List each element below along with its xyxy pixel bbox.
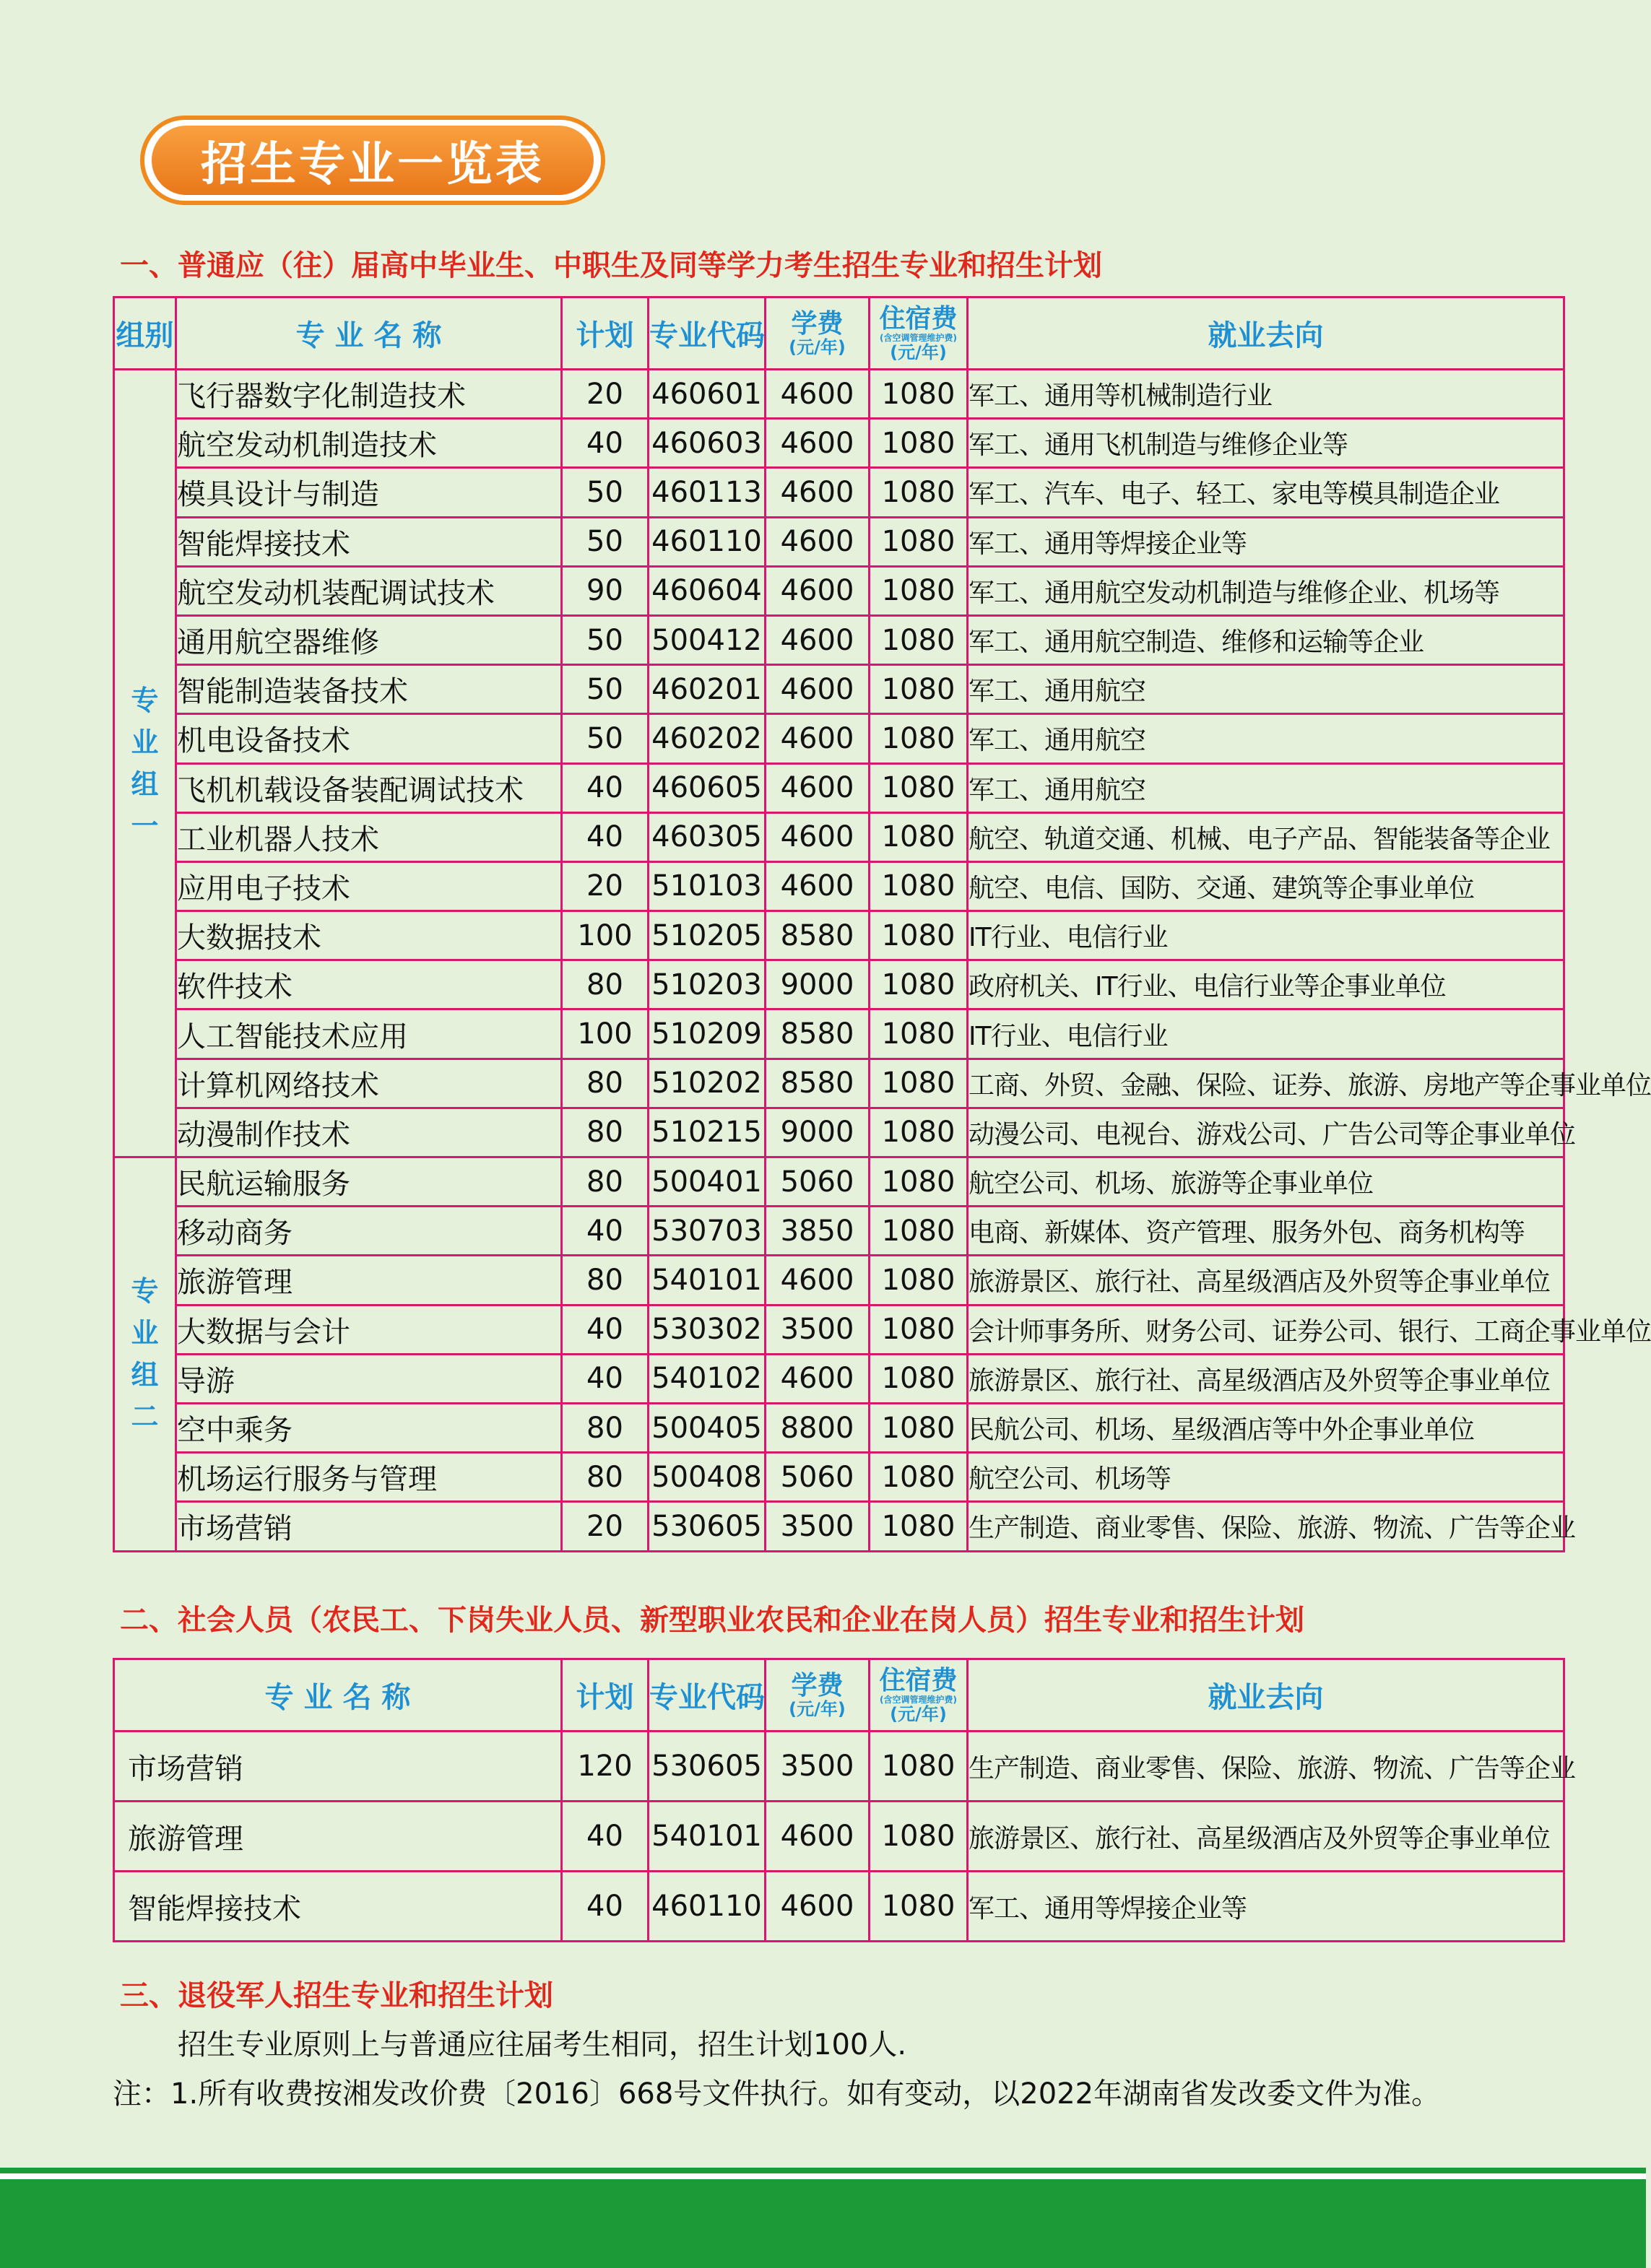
major-name: 应用电子技术 (176, 861, 562, 911)
plan-count: 50 (562, 615, 649, 664)
tuition-fee: 4600 (766, 615, 870, 664)
header-tuition-unit: (元/年) (789, 1698, 846, 1719)
lodging-fee: 1080 (870, 1108, 968, 1157)
table-header-row (114, 297, 1564, 370)
lodging-fee: 1080 (870, 1872, 968, 1942)
tuition-fee: 4600 (766, 566, 870, 615)
header-destination: 就业去向 (968, 1659, 1564, 1732)
tuition-fee: 8580 (766, 1009, 870, 1059)
major-name: 机电设备技术 (176, 714, 562, 763)
major-name: 模具设计与制造 (176, 468, 562, 517)
group-label (114, 1157, 176, 1552)
table-row (114, 714, 1564, 763)
major-name: 空中乘务 (176, 1403, 562, 1452)
employment-destination: 航空、电信、国防、交通、建筑等企事业单位 (968, 861, 1564, 911)
header-lodging-note: (含空调管理维护费) (880, 1694, 957, 1705)
group-label (114, 370, 176, 1157)
plan-count: 80 (562, 1256, 649, 1305)
major-code: 460110 (649, 517, 766, 566)
header-group: 组别 (114, 297, 176, 370)
tuition-fee: 4600 (766, 370, 870, 419)
lodging-fee: 1080 (870, 566, 968, 615)
plan-count: 40 (562, 812, 649, 861)
header-lodging-label: 住宿费 (879, 1665, 958, 1695)
major-code: 540102 (649, 1354, 766, 1403)
plan-count: 100 (562, 1009, 649, 1059)
tuition-fee: 4600 (766, 861, 870, 911)
header-tuition (766, 1659, 870, 1732)
table-row (114, 615, 1564, 664)
lodging-fee: 1080 (870, 419, 968, 468)
tuition-fee: 5060 (766, 1453, 870, 1502)
tuition-fee: 4600 (766, 665, 870, 714)
major-code: 460202 (649, 714, 766, 763)
tuition-fee: 9000 (766, 1108, 870, 1157)
major-code: 460113 (649, 468, 766, 517)
lodging-fee: 1080 (870, 370, 968, 419)
major-code: 540101 (649, 1256, 766, 1305)
employment-destination: 生产制造、商业零售、保险、旅游、物流、广告等企业 (968, 1732, 1564, 1802)
header-name: 专 业 名 称 (114, 1659, 562, 1732)
plan-count: 80 (562, 1403, 649, 1452)
table-row (114, 1453, 1564, 1502)
header-tuition (766, 297, 870, 370)
plan-count: 120 (562, 1732, 649, 1802)
table-header-row (114, 1659, 1564, 1732)
major-code: 460305 (649, 812, 766, 861)
table-row (114, 370, 1564, 419)
table-row (114, 1502, 1564, 1551)
title-banner (140, 116, 605, 205)
plan-count: 20 (562, 861, 649, 911)
lodging-fee: 1080 (870, 714, 968, 763)
major-code: 510203 (649, 960, 766, 1009)
major-code: 460201 (649, 665, 766, 714)
header-tuition-label: 学费 (791, 1670, 844, 1700)
tuition-fee: 5060 (766, 1157, 870, 1207)
major-code: 530605 (649, 1732, 766, 1802)
major-name: 市场营销 (176, 1502, 562, 1551)
tuition-fee: 4600 (766, 1256, 870, 1305)
major-name: 飞行器数字化制造技术 (176, 370, 562, 419)
major-code: 460601 (649, 370, 766, 419)
group-label-text: 专业组一 (131, 685, 159, 842)
tuition-fee: 4600 (766, 1872, 870, 1942)
major-name: 旅游管理 (176, 1256, 562, 1305)
plan-count: 40 (562, 419, 649, 468)
employment-destination: 动漫公司、电视台、游戏公司、广告公司等企事业单位 (968, 1108, 1564, 1157)
header-tuition-label: 学费 (791, 308, 844, 339)
employment-destination: 航空、轨道交通、机械、电子产品、智能装备等企业 (968, 812, 1564, 861)
table-row (114, 419, 1564, 468)
tuition-fee: 3500 (766, 1502, 870, 1551)
lodging-fee: 1080 (870, 1502, 968, 1551)
major-name: 软件技术 (176, 960, 562, 1009)
header-tuition-unit: (元/年) (789, 336, 846, 357)
plan-count: 80 (562, 960, 649, 1009)
employment-destination: 民航公司、机场、星级酒店等中外企事业单位 (968, 1403, 1564, 1452)
plan-count: 20 (562, 1502, 649, 1551)
header-lodging-unit: (元/年) (890, 1703, 947, 1724)
major-code: 510202 (649, 1059, 766, 1108)
table-row (114, 960, 1564, 1009)
major-code: 500412 (649, 615, 766, 664)
lodging-fee: 1080 (870, 1157, 968, 1207)
table-row (114, 1354, 1564, 1403)
plan-count: 80 (562, 1059, 649, 1108)
table-row (114, 1009, 1564, 1059)
major-code: 510215 (649, 1108, 766, 1157)
employment-destination: 会计师事务所、财务公司、证券公司、银行、工商企事业单位 (968, 1305, 1564, 1354)
header-plan: 计划 (562, 1659, 649, 1732)
table-row (114, 468, 1564, 517)
employment-destination: IT行业、电信行业 (968, 1009, 1564, 1059)
section2-table (113, 1658, 1576, 1942)
table-row (114, 1157, 1564, 1207)
header-name: 专 业 名 称 (176, 297, 562, 370)
table-row (114, 517, 1564, 566)
major-code: 460603 (649, 419, 766, 468)
employment-destination: 航空公司、机场等 (968, 1453, 1564, 1502)
lodging-fee: 1080 (870, 1009, 968, 1059)
plan-count: 40 (562, 1354, 649, 1403)
major-code: 500408 (649, 1453, 766, 1502)
employment-destination: 航空公司、机场、旅游等企事业单位 (968, 1157, 1564, 1207)
section1-heading: 一、普通应（往）届高中毕业生、中职生及同等学力考生招生专业和招生计划 (120, 249, 1102, 282)
lodging-fee: 1080 (870, 911, 968, 960)
tuition-fee: 3500 (766, 1732, 870, 1802)
employment-destination: 军工、通用航空制造、维修和运输等企业 (968, 615, 1564, 664)
header-code: 专业代码 (649, 297, 766, 370)
table-row (114, 763, 1564, 812)
employment-destination: 军工、通用航空 (968, 763, 1564, 812)
major-code: 460604 (649, 566, 766, 615)
tuition-fee: 4600 (766, 714, 870, 763)
footer-stripe (0, 2168, 1646, 2173)
fee-note: 注：1.所有收费按湘发改价费〔2016〕668号文件执行。如有变动，以2022年湖南省发改委文件为准。 (113, 2077, 1441, 2111)
major-code: 530703 (649, 1207, 766, 1256)
table-row (114, 665, 1564, 714)
plan-count: 40 (562, 1802, 649, 1872)
plan-count: 50 (562, 665, 649, 714)
plan-count: 50 (562, 714, 649, 763)
employment-destination: 旅游景区、旅行社、高星级酒店及外贸等企事业单位 (968, 1354, 1564, 1403)
table-row (114, 1059, 1564, 1108)
major-code: 460110 (649, 1872, 766, 1942)
major-code: 530302 (649, 1305, 766, 1354)
plan-count: 40 (562, 1305, 649, 1354)
tuition-fee: 8800 (766, 1403, 870, 1452)
major-name: 民航运输服务 (176, 1157, 562, 1207)
tuition-fee: 4600 (766, 1802, 870, 1872)
lodging-fee: 1080 (870, 763, 968, 812)
lodging-fee: 1080 (870, 1403, 968, 1452)
lodging-fee: 1080 (870, 812, 968, 861)
employment-destination: 电商、新媒体、资产管理、服务外包、商务机构等 (968, 1207, 1564, 1256)
tuition-fee: 8580 (766, 1059, 870, 1108)
major-name: 市场营销 (114, 1732, 562, 1802)
header-code: 专业代码 (649, 1659, 766, 1732)
major-code: 510103 (649, 861, 766, 911)
lodging-fee: 1080 (870, 1802, 968, 1872)
major-name: 机场运行服务与管理 (176, 1453, 562, 1502)
lodging-fee: 1080 (870, 1256, 968, 1305)
lodging-fee: 1080 (870, 861, 968, 911)
section1-table (113, 296, 1651, 1552)
employment-destination: 军工、通用航空 (968, 714, 1564, 763)
header-lodging (870, 1659, 968, 1732)
lodging-fee: 1080 (870, 517, 968, 566)
footer-stripe-gap (0, 2173, 1646, 2179)
table-row (114, 911, 1564, 960)
table-row (114, 1872, 1564, 1942)
employment-destination: 工商、外贸、金融、保险、证券、旅游、房地产等企事业单位 (968, 1059, 1564, 1108)
plan-count: 20 (562, 370, 649, 419)
plan-count: 50 (562, 517, 649, 566)
table-row (114, 1305, 1564, 1354)
table-row (114, 1732, 1564, 1802)
header-destination: 就业去向 (968, 297, 1564, 370)
major-name: 飞机机载设备装配调试技术 (176, 763, 562, 812)
tuition-fee: 4600 (766, 1354, 870, 1403)
employment-destination: IT行业、电信行业 (968, 911, 1564, 960)
table-row (114, 812, 1564, 861)
major-name: 智能制造装备技术 (176, 665, 562, 714)
table-row (114, 1108, 1564, 1157)
tuition-fee: 3500 (766, 1305, 870, 1354)
major-name: 工业机器人技术 (176, 812, 562, 861)
lodging-fee: 1080 (870, 1732, 968, 1802)
section3-heading: 三、退役军人招生专业和招生计划 (120, 1979, 553, 2012)
major-name: 通用航空器维修 (176, 615, 562, 664)
major-name: 航空发动机装配调试技术 (176, 566, 562, 615)
tuition-fee: 9000 (766, 960, 870, 1009)
employment-destination: 军工、通用等机械制造行业 (968, 370, 1564, 419)
major-code: 540101 (649, 1802, 766, 1872)
major-code: 530605 (649, 1502, 766, 1551)
employment-destination: 军工、通用飞机制造与维修企业等 (968, 419, 1564, 468)
plan-count: 40 (562, 1872, 649, 1942)
plan-count: 100 (562, 911, 649, 960)
employment-destination: 旅游景区、旅行社、高星级酒店及外贸等企事业单位 (968, 1256, 1564, 1305)
plan-count: 40 (562, 1207, 649, 1256)
employment-destination: 军工、通用航空 (968, 665, 1564, 714)
major-name: 航空发动机制造技术 (176, 419, 562, 468)
employment-destination: 生产制造、商业零售、保险、旅游、物流、广告等企业 (968, 1502, 1564, 1551)
page-title: 招生专业一览表 (152, 126, 594, 195)
lodging-fee: 1080 (870, 615, 968, 664)
group-label-text: 专业组二 (131, 1275, 159, 1433)
major-code: 510209 (649, 1009, 766, 1059)
plan-count: 80 (562, 1157, 649, 1207)
lodging-fee: 1080 (870, 1305, 968, 1354)
lodging-fee: 1080 (870, 1453, 968, 1502)
section2-heading: 二、社会人员（农民工、下岗失业人员、新型职业农民和企业在岗人员）招生专业和招生计划 (120, 1604, 1304, 1637)
table-row (114, 1256, 1564, 1305)
tuition-fee: 4600 (766, 468, 870, 517)
plan-count: 80 (562, 1108, 649, 1157)
table-row (114, 861, 1564, 911)
lodging-fee: 1080 (870, 1059, 968, 1108)
tuition-fee: 4600 (766, 517, 870, 566)
table-row (114, 1403, 1564, 1452)
major-name: 智能焊接技术 (176, 517, 562, 566)
lodging-fee: 1080 (870, 960, 968, 1009)
header-plan: 计划 (562, 297, 649, 370)
major-name: 大数据技术 (176, 911, 562, 960)
header-lodging-unit: (元/年) (890, 342, 947, 362)
tuition-fee: 3850 (766, 1207, 870, 1256)
employment-destination: 军工、通用航空发动机制造与维修企业、机场等 (968, 566, 1564, 615)
major-name: 导游 (176, 1354, 562, 1403)
tuition-fee: 4600 (766, 419, 870, 468)
lodging-fee: 1080 (870, 665, 968, 714)
footer-bar (0, 2179, 1646, 2268)
employment-destination: 旅游景区、旅行社、高星级酒店及外贸等企事业单位 (968, 1802, 1564, 1872)
employment-destination: 军工、通用等焊接企业等 (968, 517, 1564, 566)
plan-count: 80 (562, 1453, 649, 1502)
lodging-fee: 1080 (870, 1207, 968, 1256)
major-code: 510205 (649, 911, 766, 960)
employment-destination: 军工、通用等焊接企业等 (968, 1872, 1564, 1942)
tuition-fee: 8580 (766, 911, 870, 960)
major-code: 500405 (649, 1403, 766, 1452)
plan-count: 40 (562, 763, 649, 812)
major-name: 智能焊接技术 (114, 1872, 562, 1942)
major-name: 移动商务 (176, 1207, 562, 1256)
major-name: 大数据与会计 (176, 1305, 562, 1354)
major-name: 人工智能技术应用 (176, 1009, 562, 1059)
header-lodging-label: 住宿费 (879, 303, 958, 334)
tuition-fee: 4600 (766, 763, 870, 812)
table-row (114, 1207, 1564, 1256)
major-name: 旅游管理 (114, 1802, 562, 1872)
header-lodging (870, 297, 968, 370)
major-name: 计算机网络技术 (176, 1059, 562, 1108)
section3-text: 招生专业原则上与普通应往届考生相同，招生计划100人. (178, 2028, 907, 2061)
plan-count: 90 (562, 566, 649, 615)
plan-count: 50 (562, 468, 649, 517)
employment-destination: 军工、汽车、电子、轻工、家电等模具制造企业 (968, 468, 1564, 517)
header-lodging-note: (含空调管理维护费) (880, 332, 957, 343)
lodging-fee: 1080 (870, 1354, 968, 1403)
lodging-fee: 1080 (870, 468, 968, 517)
table-row (114, 566, 1564, 615)
table-row (114, 1802, 1564, 1872)
major-name: 动漫制作技术 (176, 1108, 562, 1157)
major-code: 460605 (649, 763, 766, 812)
employment-destination: 政府机关、IT行业、电信行业等企事业单位 (968, 960, 1564, 1009)
tuition-fee: 4600 (766, 812, 870, 861)
major-code: 500401 (649, 1157, 766, 1207)
